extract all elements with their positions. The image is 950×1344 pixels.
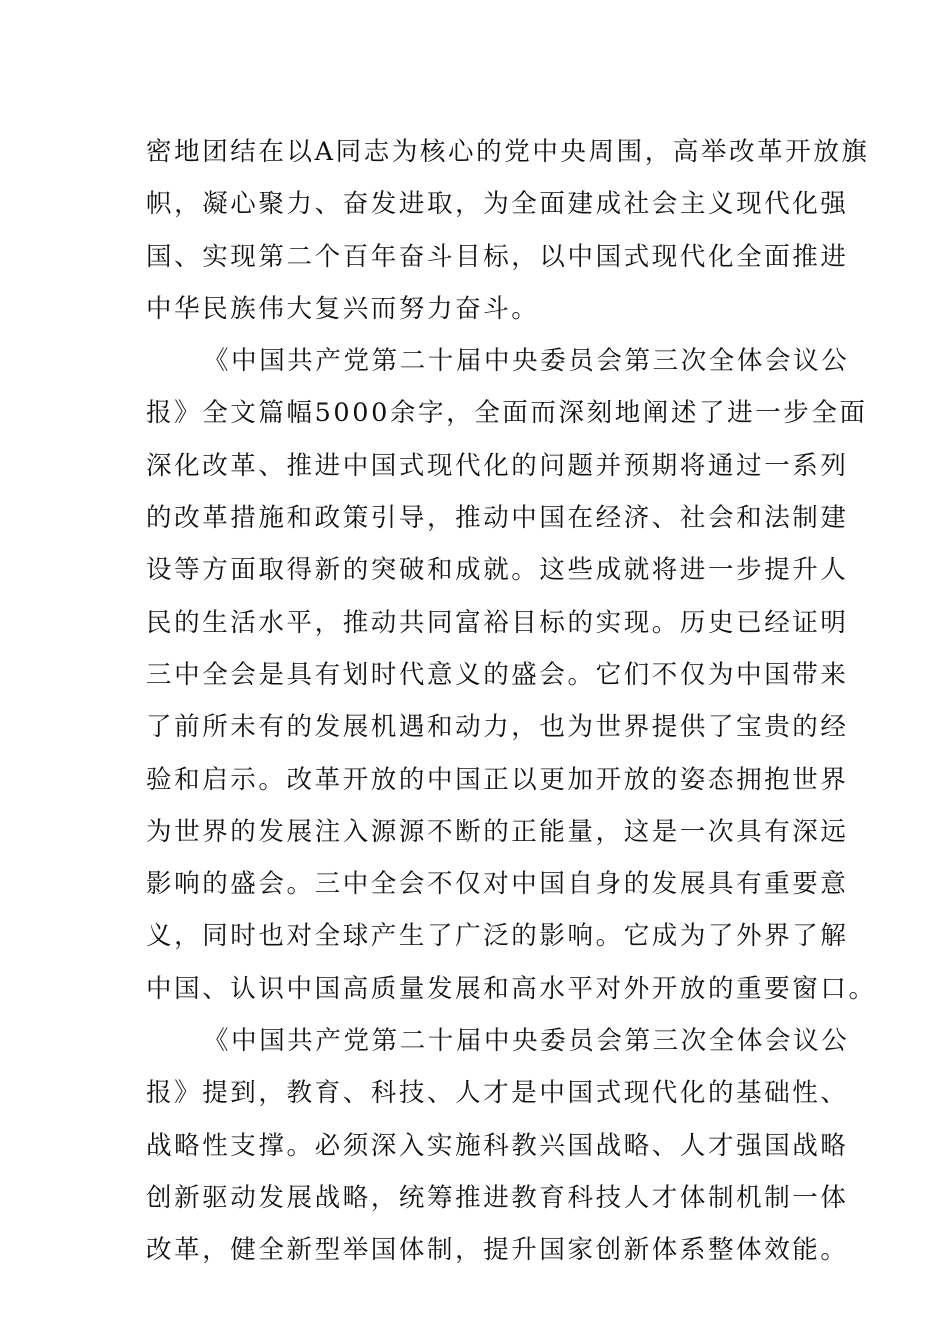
- text-line: 民的生活水平，推动共同富裕目标的实现。历史已经证明: [146, 607, 849, 638]
- text-line: 改革，健全新型举国体制，提升国家创新体系整体效能。: [146, 1235, 849, 1266]
- text-line: 为世界的发展注入源源不断的正能量，这是一次具有深远: [146, 816, 849, 847]
- text-line: 报》全文篇幅5000余字，全面而深刻地阐述了进一步全面: [146, 398, 868, 429]
- text-line: 国、实现第二个百年奋斗目标，以中国式现代化全面推进: [146, 241, 849, 272]
- text-line: 三中全会是具有划时代意义的盛会。它们不仅为中国带来: [146, 659, 849, 690]
- text-line: 《中国共产党第二十届中央委员会第三次全体会议公: [203, 346, 850, 377]
- text-line: 帜，凝心聚力、奋发进取，为全面建成社会主义现代化强: [146, 189, 849, 220]
- text-line: 的改革措施和政策引导，推动中国在经济、社会和法制建: [146, 503, 849, 534]
- text-line: 密地团结在以A同志为核心的党中央周围，高举改革开放旗: [146, 137, 870, 167]
- text-line: 报》提到，教育、科技、人才是中国式现代化的基础性、: [146, 1078, 849, 1109]
- text-line: 设等方面取得新的突破和成就。这些成就将进一步提升人: [146, 555, 849, 586]
- paragraph-1: [146, 126, 870, 335]
- text-line: 《中国共产党第二十届中央委员会第三次全体会议公: [203, 1026, 850, 1057]
- document-body: [146, 126, 877, 1277]
- text-line: 中华民族伟大复兴而努力奋斗。: [146, 293, 540, 324]
- text-line: 了前所未有的发展机遇和动力，也为世界提供了宝贵的经: [146, 712, 849, 743]
- text-line: 深化改革、推进中国式现代化的问题并预期将通过一系列: [146, 450, 849, 481]
- text-line: 创新驱动发展战略，统筹推进教育科技人才体制机制一体: [146, 1182, 849, 1213]
- paragraph-2: [146, 335, 877, 1015]
- text-line: 义，同时也对全球产生了广泛的影响。它成为了外界了解: [146, 921, 849, 952]
- paragraph-3: [146, 1015, 850, 1276]
- text-line: 验和启示。改革开放的中国正以更加开放的姿态拥抱世界: [146, 764, 849, 795]
- text-line: 影响的盛会。三中全会不仅对中国自身的发展具有重要意: [146, 869, 849, 900]
- text-line: 中国、认识中国高质量发展和高水平对外开放的重要窗口。: [146, 973, 877, 1004]
- text-line: 战略性支撑。必须深入实施科教兴国战略、人才强国战略: [146, 1130, 849, 1161]
